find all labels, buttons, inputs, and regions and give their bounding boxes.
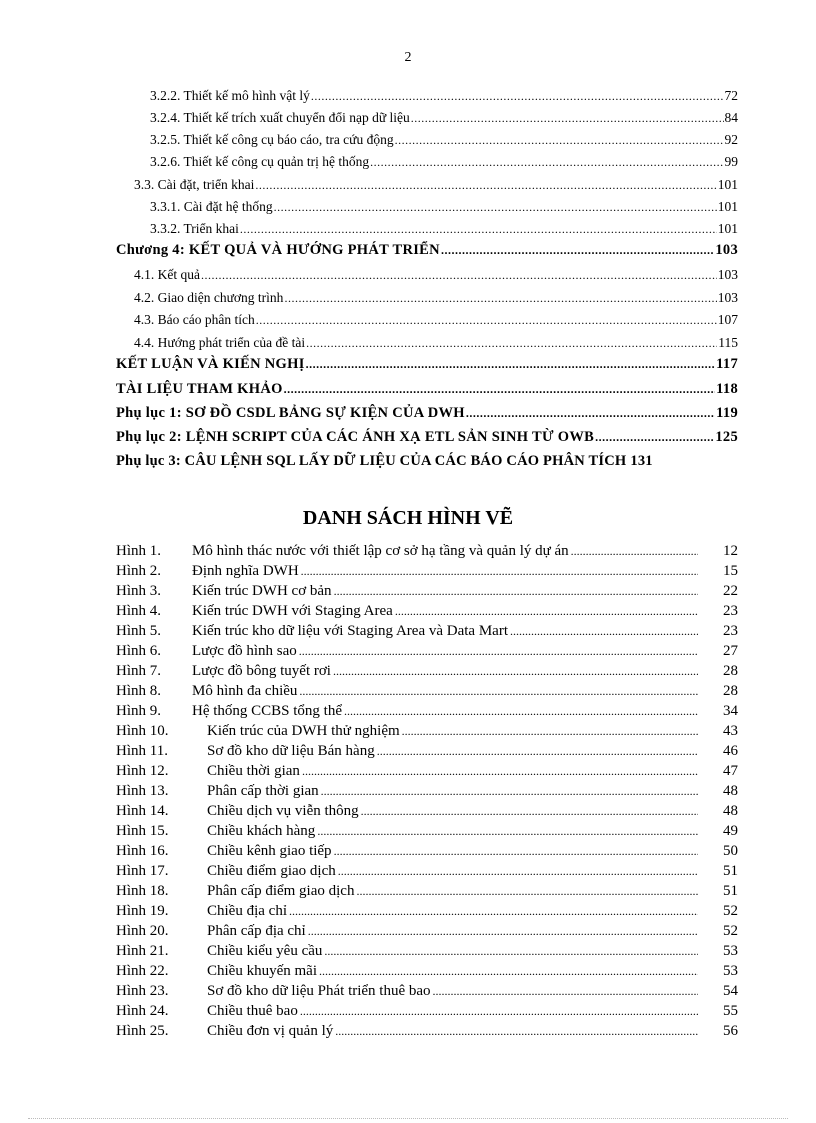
page-number: 2 (404, 50, 412, 65)
figure-entry (116, 963, 738, 980)
dot-leader (334, 584, 698, 599)
figure-page: 51 (723, 883, 738, 899)
dot-leader (338, 864, 698, 879)
figure-entry (116, 623, 738, 640)
figure-label: Hình 5. (116, 623, 161, 639)
figure-page: 22 (723, 583, 738, 599)
toc-entry-page: 117 (716, 356, 738, 372)
figure-label: Hình 21. (116, 943, 169, 959)
dot-leader (274, 200, 717, 215)
dot-leader (344, 704, 698, 719)
figure-caption: Lược đồ bông tuyết rơi (192, 663, 331, 679)
toc-entry (150, 88, 738, 104)
figure-label: Hình 25. (116, 1023, 169, 1039)
toc-entry-text: Chương 4: KẾT QUẢ VÀ HƯỚNG PHÁT TRIỂN (116, 242, 440, 258)
toc-chapter-entry (116, 356, 738, 373)
toc-entry-text: TÀI LIỆU THAM KHẢO (116, 381, 283, 397)
figure-page: 48 (723, 803, 738, 819)
figure-page: 49 (723, 823, 738, 839)
figure-page: 15 (723, 563, 738, 579)
toc-entry-text: 4.1. Kết quả (134, 267, 200, 282)
figure-label: Hình 18. (116, 883, 169, 899)
dot-leader (321, 784, 698, 799)
figure-entry (116, 883, 738, 900)
figure-label: Hình 19. (116, 903, 169, 919)
page-footer-rule (28, 1118, 788, 1119)
toc-entry-page: 101 (717, 199, 738, 214)
figure-page: 51 (723, 863, 738, 879)
figure-label: Hình 12. (116, 763, 169, 779)
figure-page: 43 (723, 723, 738, 739)
dot-leader (324, 944, 698, 959)
figure-entry (116, 823, 738, 840)
toc-entry-text: 3.3.1. Cài đặt hệ thống (150, 199, 273, 214)
figure-label: Hình 13. (116, 783, 169, 799)
toc-entry-text: 3.2.6. Thiết kế công cụ quản trị hệ thống (150, 154, 370, 169)
figure-page: 46 (723, 743, 738, 759)
toc-entry (150, 199, 738, 215)
dot-leader (510, 624, 698, 639)
figure-label: Hình 22. (116, 963, 169, 979)
dot-leader (361, 804, 698, 819)
dot-leader (311, 89, 724, 104)
figure-label: Hình 2. (116, 563, 161, 579)
toc-entry-text: 4.4. Hướng phát triển của đề tài (134, 335, 306, 350)
toc-entry-page: 84 (724, 110, 738, 125)
figure-caption: Chiều địa chỉ (207, 903, 287, 919)
dot-leader (317, 824, 698, 839)
figure-page: 56 (723, 1023, 738, 1039)
toc-entry-page: 99 (724, 154, 738, 169)
figure-page: 47 (723, 763, 738, 779)
figure-label: Hình 16. (116, 843, 169, 859)
figure-caption: Phân cấp điểm giao dịch (207, 883, 355, 899)
dot-leader (302, 764, 698, 779)
dot-leader (255, 178, 716, 193)
figure-page: 53 (723, 963, 738, 979)
figure-caption: Chiều kiểu yêu cầu (207, 943, 323, 959)
figure-caption: Phân cấp thời gian (207, 783, 319, 799)
figure-page: 12 (723, 543, 738, 559)
toc-entry-page: 118 (716, 381, 738, 397)
figure-caption: Kiến trúc kho dữ liệu với Staging Area và Data Mart (192, 623, 508, 639)
toc-entry-text: 3.2.5. Thiết kế công cụ báo cáo, tra cứu động (150, 132, 394, 147)
dot-leader (319, 964, 698, 979)
toc-entry (134, 312, 738, 328)
figure-page: 53 (723, 943, 738, 959)
dot-leader (333, 664, 698, 679)
dot-leader (335, 1024, 698, 1039)
figure-entry (116, 923, 738, 940)
figure-entry (116, 683, 738, 700)
figure-entry (116, 603, 738, 620)
toc-entry-page: 119 (716, 405, 738, 421)
figure-page: 23 (723, 603, 738, 619)
figure-label: Hình 8. (116, 683, 161, 699)
figure-caption: Kiến trúc của DWH thử nghiệm (207, 723, 400, 739)
figure-entry (116, 943, 738, 960)
figure-page: 52 (723, 923, 738, 939)
dot-leader (571, 544, 698, 559)
toc-entry (134, 177, 738, 193)
figure-caption: Phân cấp địa chỉ (207, 923, 306, 939)
dot-leader (595, 430, 714, 445)
figure-caption: Chiều khuyến mãi (207, 963, 317, 979)
figure-entry (116, 783, 738, 800)
figure-caption: Chiều thời gian (207, 763, 300, 779)
figure-label: Hình 24. (116, 1003, 169, 1019)
figure-caption: Chiều dịch vụ viễn thông (207, 803, 359, 819)
toc-entry (150, 110, 738, 126)
figure-entry (116, 1003, 738, 1020)
toc-entry-page: 115 (718, 335, 738, 350)
figure-page: 48 (723, 783, 738, 799)
dot-leader (240, 222, 717, 237)
dot-leader (433, 984, 698, 999)
toc-entry-page: 131 (630, 453, 653, 469)
toc-chapter-entry (116, 242, 738, 259)
figure-caption: Chiều kênh giao tiếp (207, 843, 332, 859)
toc-chapter-entry (116, 453, 758, 470)
dot-leader (299, 684, 698, 699)
dot-leader (395, 604, 698, 619)
toc-entry-text: Phụ lục 1: SƠ ĐỒ CSDL BẢNG SỰ KIỆN CỦA DWH (116, 405, 465, 421)
toc-entry (134, 335, 738, 351)
figure-caption: Mô hình đa chiều (192, 683, 298, 699)
figure-page: 34 (723, 703, 738, 719)
figure-caption: Hệ thống CCBS tổng thể (192, 703, 343, 719)
toc-entry (150, 221, 738, 237)
toc-entry-text: 3.2.2. Thiết kế mô hình vật lý (150, 88, 310, 103)
figure-caption: Chiều khách hàng (207, 823, 316, 839)
figure-page: 27 (723, 643, 738, 659)
dot-leader (441, 243, 714, 258)
toc-entry-page: 103 (717, 267, 738, 282)
figure-entry (116, 723, 738, 740)
figure-page: 50 (723, 843, 738, 859)
dot-leader (370, 155, 723, 170)
toc-chapter-entry (116, 381, 738, 398)
figure-page: 28 (723, 663, 738, 679)
figure-page: 55 (723, 1003, 738, 1019)
figure-page: 54 (723, 983, 738, 999)
toc-entry-page: 101 (717, 177, 738, 192)
figure-caption: Chiều đơn vị quản lý (207, 1023, 334, 1039)
dot-leader (300, 1004, 698, 1019)
figure-caption: Kiến trúc DWH cơ bản (192, 583, 332, 599)
toc-entry-page: 107 (717, 312, 738, 327)
figure-page: 52 (723, 903, 738, 919)
figure-entry (116, 563, 738, 580)
figure-caption: Kiến trúc DWH với Staging Area (192, 603, 393, 619)
figure-entry (116, 763, 738, 780)
figure-entry (116, 643, 738, 660)
dot-leader (284, 291, 716, 306)
dot-leader (201, 268, 717, 283)
figure-label: Hình 6. (116, 643, 161, 659)
figure-caption: Chiều thuê bao (207, 1003, 298, 1019)
dot-leader (289, 904, 698, 919)
figure-label: Hình 23. (116, 983, 169, 999)
figure-label: Hình 3. (116, 583, 161, 599)
figure-caption: Sơ đồ kho dữ liệu Bán hàng (207, 743, 375, 759)
figure-caption: Mô hình thác nước với thiết lập cơ sở hạ tầng và quản lý dự án (192, 543, 569, 559)
figure-label: Hình 9. (116, 703, 161, 719)
figure-entry (116, 583, 738, 600)
figure-entry (116, 803, 738, 820)
toc-entry-text: 3.3. Cài đặt, triển khai (134, 177, 255, 192)
dot-leader (411, 111, 724, 126)
figure-entry (116, 663, 738, 680)
figure-entry (116, 743, 738, 760)
figure-label: Hình 14. (116, 803, 169, 819)
toc-chapter-entry (116, 405, 738, 422)
toc-chapter-entry (116, 429, 738, 446)
dot-leader (395, 133, 724, 148)
toc-entry-text: KẾT LUẬN VÀ KIẾN NGHỊ (116, 356, 305, 372)
dot-leader (466, 406, 715, 421)
figure-label: Hình 7. (116, 663, 161, 679)
toc-entry-page: 72 (724, 88, 738, 103)
figure-entry (116, 863, 738, 880)
dot-leader (256, 313, 717, 328)
dot-leader (284, 382, 715, 397)
figure-caption: Chiều điểm giao dịch (207, 863, 336, 879)
dot-leader (356, 884, 698, 899)
toc-entry (150, 132, 738, 148)
toc-entry (134, 267, 738, 283)
figure-label: Hình 17. (116, 863, 169, 879)
figure-caption: Định nghĩa DWH (192, 563, 299, 579)
figure-label: Hình 15. (116, 823, 169, 839)
toc-entry (134, 290, 738, 306)
figure-label: Hình 4. (116, 603, 161, 619)
toc-entry-text: 4.3. Báo cáo phân tích (134, 312, 255, 327)
figure-label: Hình 1. (116, 543, 161, 559)
figure-entry (116, 543, 738, 560)
toc-entry-text: 3.2.4. Thiết kế trích xuất chuyển đổi nạp dữ liệu (150, 110, 410, 125)
figure-caption: Sơ đồ kho dữ liệu Phát triển thuê bao (207, 983, 431, 999)
figure-page: 28 (723, 683, 738, 699)
toc-entry-text: Phụ lục 2: LỆNH SCRIPT CỦA CÁC ÁNH XẠ ETL SẢN SINH TỪ OWB (116, 429, 595, 445)
toc-entry-text: 4.2. Giao diện chương trình (134, 290, 284, 305)
dot-leader (301, 564, 698, 579)
figure-entry (116, 703, 738, 720)
toc-entry-page: 103 (717, 290, 738, 305)
figure-entry (116, 1023, 738, 1040)
figure-caption: Lược đồ hình sao (192, 643, 297, 659)
toc-entry-text: Phụ lục 3: CÂU LỆNH SQL LẤY DỮ LIỆU CỦA CÁC BÁO CÁO PHÂN TÍCH (116, 453, 627, 469)
toc-entry-page: 101 (717, 221, 738, 236)
toc-entry-text: 3.3.2. Triển khai (150, 221, 239, 236)
figure-entry (116, 903, 738, 920)
toc-entry-page: 125 (715, 429, 738, 445)
figure-entry (116, 983, 738, 1000)
figure-label: Hình 20. (116, 923, 169, 939)
dot-leader (308, 924, 698, 939)
dot-leader (306, 336, 717, 351)
dot-leader (402, 724, 698, 739)
figure-label: Hình 11. (116, 743, 168, 759)
dot-leader (306, 357, 715, 372)
dot-leader (299, 644, 698, 659)
toc-entry-page: 103 (715, 242, 738, 258)
figure-page: 23 (723, 623, 738, 639)
toc-entry-page: 92 (724, 132, 738, 147)
dot-leader (377, 744, 698, 759)
figure-entry (116, 843, 738, 860)
figures-list-title: DANH SÁCH HÌNH VẼ (302, 507, 514, 529)
dot-leader (334, 844, 698, 859)
toc-entry (150, 154, 738, 170)
figure-label: Hình 10. (116, 723, 169, 739)
